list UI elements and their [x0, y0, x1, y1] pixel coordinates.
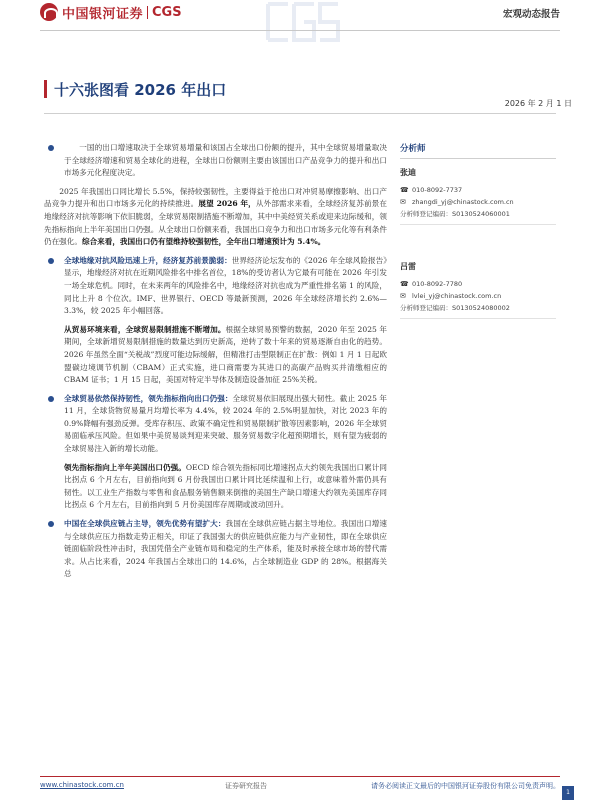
section-heading: 领先指标指向上半年美国出口仍强。: [64, 462, 186, 472]
main-content: [44, 142, 387, 587]
email-address[interactable]: zhangdi_yj@chinastock.com.cn: [412, 198, 514, 206]
analyst-phone: [400, 184, 556, 196]
report-type-label: 宏观动态报告: [502, 9, 560, 20]
bullet-icon: [48, 521, 54, 527]
header-watermark-icon: [262, 0, 342, 46]
logo-text: 中国银河证券: [62, 6, 144, 22]
title-divider: [44, 113, 556, 114]
report-title: 十六张图看 2026 年出口: [54, 81, 227, 99]
paragraph-text: 我国在全球供应链占据主导地位。我国出口增速与全球供应压力指数走势正相关，印证了我国强大的供应链供应能力与产业韧性，即在全球供应链面临阶段性冲击时，我国凭借全产业链布局和稳定的生产体系，能及时承接全球市场的替代需求。从占比来看，2024 年我国占全球出口的 14.6%，占全球制造业 GDP 的 28%。根据海关总: [64, 519, 387, 579]
email-icon: ✉: [400, 198, 406, 206]
summary-paragraph-1: [44, 142, 387, 180]
paragraph-text: 从外部需求来看，全球经济复苏前景在地缘经济对抗等影响下依旧脆弱，全球贸易限制措施不断增加，其中中美经贸关系或迎来边际缓和，领先指标指向上半年美国出口仍强。从全球出口份额来看，我国出口竞争力和出口市场多元化等有利条件仍在强化。: [44, 199, 387, 247]
phone-icon: ☎: [400, 280, 409, 288]
logo-divider: [147, 6, 148, 19]
email-icon: ✉: [400, 292, 406, 300]
section-trade-restrictions: [44, 324, 387, 387]
footer-report-label: 证券研究报告: [225, 782, 267, 790]
bullet-icon: [48, 258, 54, 264]
section-heading: 中国在全球供应链占主导，领先优势有望扩大：: [64, 519, 226, 529]
analyst-phone: [400, 278, 556, 290]
sidebar-heading: 分析师: [400, 142, 556, 159]
section-heading: 全球地缘对抗风险迅速上升，经济复苏前景脆弱：: [64, 255, 232, 265]
analyst-email[interactable]: [400, 196, 556, 208]
paragraph-text: 全球贸易依旧展现出强大韧性。截止 2025 年 11 月，全球货物贸易量月均增长率为 4.4%，较 2024 年的 2.5%明显加快，对比 2023 年的 0.9%降幅有强劲反弹。受库存积压、政策不确定性和贸易限制扩散等因素影响，2026 年全球贸易面临承压风险。但如果中美贸易谈判迎来突破、服务贸易数字化超预期增长，则有望为疲弱的全球贸易注入新的增长动能。: [64, 393, 388, 454]
email-address[interactable]: lvlei_yj@chinastock.com.cn: [412, 292, 502, 300]
analyst-registration: 分析师登记编码：S0130524080002: [400, 302, 556, 319]
paragraph-text: 2025 年我国出口同比增长 5.5%，保持较强韧性，主要得益于抢出口对冲贸易摩擦影响、出口产品竞争力提升和出口市场多元化的持续推进。: [44, 186, 387, 209]
bullet-icon: [48, 396, 54, 402]
paragraph-text: 一国的出口增速取决于全球贸易增量和该国占全球出口份额的提升，其中全球贸易增量取决于全球经济增速和贸易全球化的进程，全球出口份额则主要由该国出口产品竞争力的提升和出口市场多元化程度决定。: [64, 143, 387, 178]
disclaimer-notice: 请务必阅读正文最后的中国银河证券股份有限公司免责声明。: [371, 782, 560, 790]
section-heading: 从贸易环境来看，全球贸易限制措施不断增加。: [64, 324, 226, 334]
analyst-registration: 分析师登记编码：S0130524060001: [400, 208, 556, 225]
logo-suffix: CGS: [152, 4, 182, 20]
phone-number: 010-8092-7737: [412, 186, 463, 194]
company-logo: [40, 2, 182, 22]
section-heading: 全球贸易依然保持韧性，领先指标指向出口仍强：: [64, 393, 233, 403]
section-geopolitical-risk: [44, 255, 387, 318]
section-leading-indicators: [44, 462, 387, 512]
paragraph-conclusion: 综合来看，我国出口仍有望维持较强韧性，全年出口增速预计为 5.4%。: [81, 237, 326, 247]
paragraph-text: 世界经济论坛发布的《2026 年全球风险报告》显示，地缘经济对抗在近期风险排名中排名首位，18%的受访者认为它最有可能在 2026 年引发一场全球危机。同时，在未来两年的风险排名中，地缘经济对抗也成为严重性排名第 1 的风险，同比上升 8 个位次。IMF、世界银行、OECD 等最新预测，2026 年全球经济增长约 2.6%—3.3%，较 2025 年小幅回落。: [64, 255, 388, 316]
paragraph-emphasis: 展望 2026 年，: [198, 199, 256, 209]
analyst-name: 张迪: [400, 168, 416, 177]
analyst-email[interactable]: [400, 290, 556, 302]
paragraph-text: 根据全球贸易预警的数据，2020 年至 2025 年期间，全球新增贸易限制措施的数量达到历史新高，逆转了数十年来的贸易逐渐自由化的趋势。2026 年虽然全面“关税战”烈度可能边际缓解，但精准打击型限制正在扩散：例如 1 月 1 日起欧盟碳边境调节机制（CBAM）正式实施，进口商需要为其进口的高碳产品购买并清缴相应的 CBAM 证书；1 月 15 日起，美国对特定半导体及制造设备加征 25%关税。: [64, 324, 387, 385]
header-divider: [40, 30, 560, 31]
footer-divider: [40, 776, 560, 777]
phone-number: 010-8092-7780: [412, 280, 463, 288]
section-trade-resilience: [44, 393, 387, 456]
sidebar-spacer: [400, 231, 556, 261]
analyst-name: 吕雷: [400, 262, 416, 271]
page-number: 1: [562, 786, 574, 800]
bullet-icon: [48, 145, 54, 151]
logo-emblem-icon: [40, 3, 58, 21]
website-link[interactable]: www.chinastock.com.cn: [40, 781, 124, 789]
section-supply-chain: [44, 518, 387, 581]
paragraph-text: OECD 综合领先指标同比增速拐点大约领先我国出口累计同比拐点 6 个月左右，目前指向到 6 月份我国出口累计同比延续温和上行，或意味着外需仍具有韧性。以工业生产指数与零售和食品服务销售额来倒推的美国生产缺口增速大约领先美国库存同比拐点 6 个月左右，目前指向到 5 月份美国库存周期或波动回升。: [64, 462, 387, 510]
analyst-card: [400, 167, 556, 225]
title-accent-bar: [44, 80, 47, 98]
page-header: [0, 0, 600, 34]
phone-icon: ☎: [400, 186, 409, 194]
report-date: 2026 年 2 月 1 日: [504, 99, 572, 108]
page-footer: [40, 781, 560, 795]
analyst-card: [400, 261, 556, 319]
summary-paragraph-2: [44, 186, 387, 249]
analyst-sidebar: [400, 142, 556, 325]
